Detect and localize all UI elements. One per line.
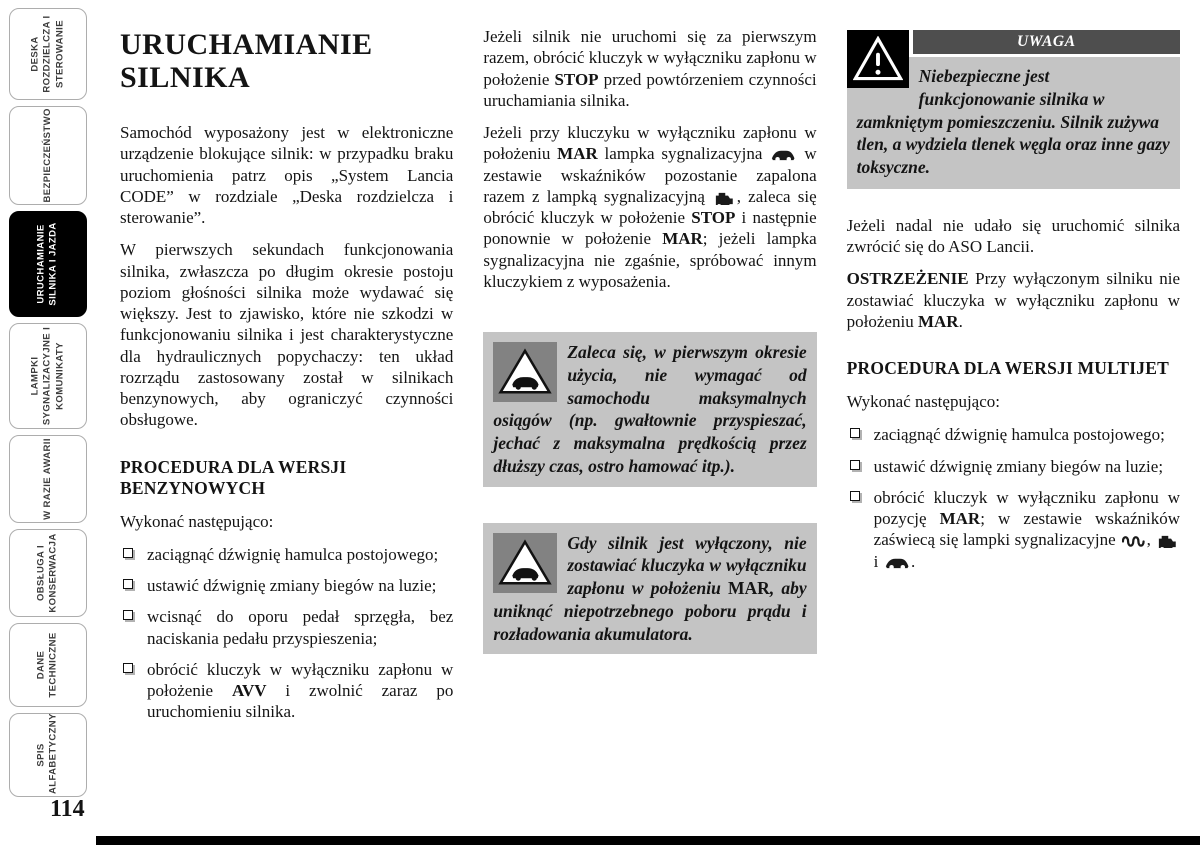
bullet-list [847,424,1180,572]
sidebar-tab [9,211,87,317]
warning-triangle-exclamation-icon [847,30,909,88]
sidebar-tab [9,323,87,429]
bullet-square-icon [123,663,133,673]
bullet-square-icon [850,460,860,470]
advice-warning-box [483,523,816,655]
eobd-lamp-icon [1157,533,1178,548]
warning-text: Zaleca się, w pierwszym okresie użycia, nie wymagać od samochodu maksymalnych osiągów (np. gwałtownie przyspieszać, jechać z maksymalna prędkością przez dłuższy czas, ostro hamować itp.). [493,342,807,476]
warning-triangle-car-icon [493,342,557,402]
uwaga-label: UWAGA [1016,33,1076,50]
sidebar-tab-label: OBSŁUGA I KONSERWACJA [35,533,59,613]
paragraph: W pierwszych sekundach funkcjonowania silnika, zwłaszcza po długim okresie postoju poziom głośności silnika może wydawać się większy. Jest to zjawisko, które nie szkodzi w funkcjonowaniu silnika i jest charakterystyczne dla hydraulicznych popychaczy: ten układ rozrządu zastosowany został w silnikach benzynowych, aby ograniczyć czynności obsługowe. [120,240,454,430]
sidebar-tab [9,435,87,523]
paragraph: Jeżeli przy kluczyku w wyłączniku zapłonu w położeniu MAR lampka sygnalizacyjna w zestawie wskaźników pozostanie zapalona razem z lampką sygnalizacyjną , zaleca się obrócić kluczyk w położenie STOP i następnie ponownie w położenie MAR; jeżeli lampka sygnalizacyjna nie zgaśnie, spróbować innym kluczykiem z wyposażenia. [483,123,817,291]
sidebar-tab [9,106,87,205]
list-item [847,424,1180,445]
uwaga-warning-box [847,30,1180,189]
list-item-text: zaciągnąć dźwignię hamulca postojowego; [873,425,1165,445]
code-lamp-icon [771,147,795,162]
bullet-square-icon [123,579,133,589]
list-item-text: wcisnąć do oporu pedał sprzęgła, bez naciskania pedału przyspieszenia; [147,607,454,648]
bullet-square-icon [123,610,133,620]
bullet-list [120,544,453,723]
sidebar-tab-label: W RAZIE AWARII [41,438,53,520]
chapter-tab-sidebar [0,0,96,845]
sidebar-tab-label: LAMPKI SYGNALIZACYJNE I KOMUNIKATY [29,326,66,426]
page-title: URUCHAMIANIE SILNIKA [120,28,373,94]
bottom-rule [96,836,1200,845]
warning-text: Niebezpieczne jest funkcjonowanie silnika w zamkniętym pomieszczeniu. Silnik zużywa tlen, a wydziela tlenek węgla oraz inne gazy toksyczne. [856,66,1170,177]
sidebar-tab [9,623,87,707]
sidebar-tab-label: URUCHAMIANIE SILNIKA I JAZDA [35,222,59,306]
column-2 [483,26,816,806]
list-intro: Wykonać następująco: [120,511,274,531]
list-item-text: obrócić kluczyk w wyłączniku zapłonu w położenie AVV i zwolnić zaraz po uruchomieniu silnika. [147,659,454,722]
bullet-square-icon [850,491,860,501]
paragraph: Samochód wyposażony jest w elektroniczne urządzenie blokujące silnik: w przypadku braku uruchomienia patrz opis „System Lancia CODE” w rozdziale „Deska rozdzielcza i sterowanie”. [120,123,454,227]
code-lamp-icon [885,555,909,570]
page-content [96,0,1200,836]
glow-plug-lamp-icon [1122,533,1145,548]
sidebar-tab-label: DESKA ROZDZIELCZA I STEROWANIE [29,15,66,93]
bullet-square-icon [123,548,133,558]
uwaga-header [913,30,1180,54]
list-item-text: ustawić dźwignię zmiany biegów na luzie; [147,576,437,595]
sidebar-tab [9,8,87,100]
sidebar-tab [9,529,87,617]
paragraph: Jeżeli silnik nie uruchomi się za pierwszym razem, obrócić kluczyk w wyłączniku zapłonu w położenie STOP przed powtórzeniem czynności uruchamiania silnika. [483,27,817,110]
advice-warning-box [483,332,816,487]
warning-text: Gdy silnik jest wyłączony, nie zostawiać kluczyka w wyłączniku zapłonu w położeniu MAR, aby uniknąć niepotrzebnego poboru prądu i rozładowania akumulatora. [493,532,807,644]
sidebar-tab-label: SPIS ALFABETYCZNY [35,713,59,794]
list-item [847,487,1180,572]
column-3 [847,26,1180,806]
page-number: 114 [50,796,85,822]
paragraph: Jeżeli nadal nie udało się uruchomić silnika zwrócić się do ASO Lancii. [846,215,1180,256]
list-item [120,544,453,565]
list-item [120,659,453,723]
list-item-text: zaciągnąć dźwignię hamulca postojowego; [147,544,439,564]
list-item [120,575,453,596]
list-intro: Wykonać następująco: [846,392,1000,411]
sidebar-tab [9,713,87,797]
paragraph: OSTRZEŻENIE Przy wyłączonym silniku nie zostawiać kluczyka w wyłączniku zapłonu w położeniu MAR. [846,269,1180,331]
list-item-text: ustawić dźwignię zmiany biegów na luzie; [873,456,1164,476]
eobd-lamp-icon [714,190,735,205]
list-item [120,606,453,649]
section-heading: PROCEDURA DLA WERSJI MULTIJET [846,358,1169,378]
sidebar-tab-label: BEZPIECZEŃSTWO [41,107,53,202]
sidebar-tab-label: DANE TECHNICZNE [35,632,59,698]
column-1 [120,26,453,806]
list-item [847,456,1180,477]
warning-triangle-car-icon [493,533,557,593]
list-item-text: obrócić kluczyk w wyłączniku zapłonu w pozycję MAR; w zestawie wskaźników zaświecą się lampki sygnalizacyjne , i . [873,487,1180,571]
section-heading: PROCEDURA DLA WERSJI BENZYNOWYCH [120,456,347,498]
bullet-square-icon [850,428,860,438]
